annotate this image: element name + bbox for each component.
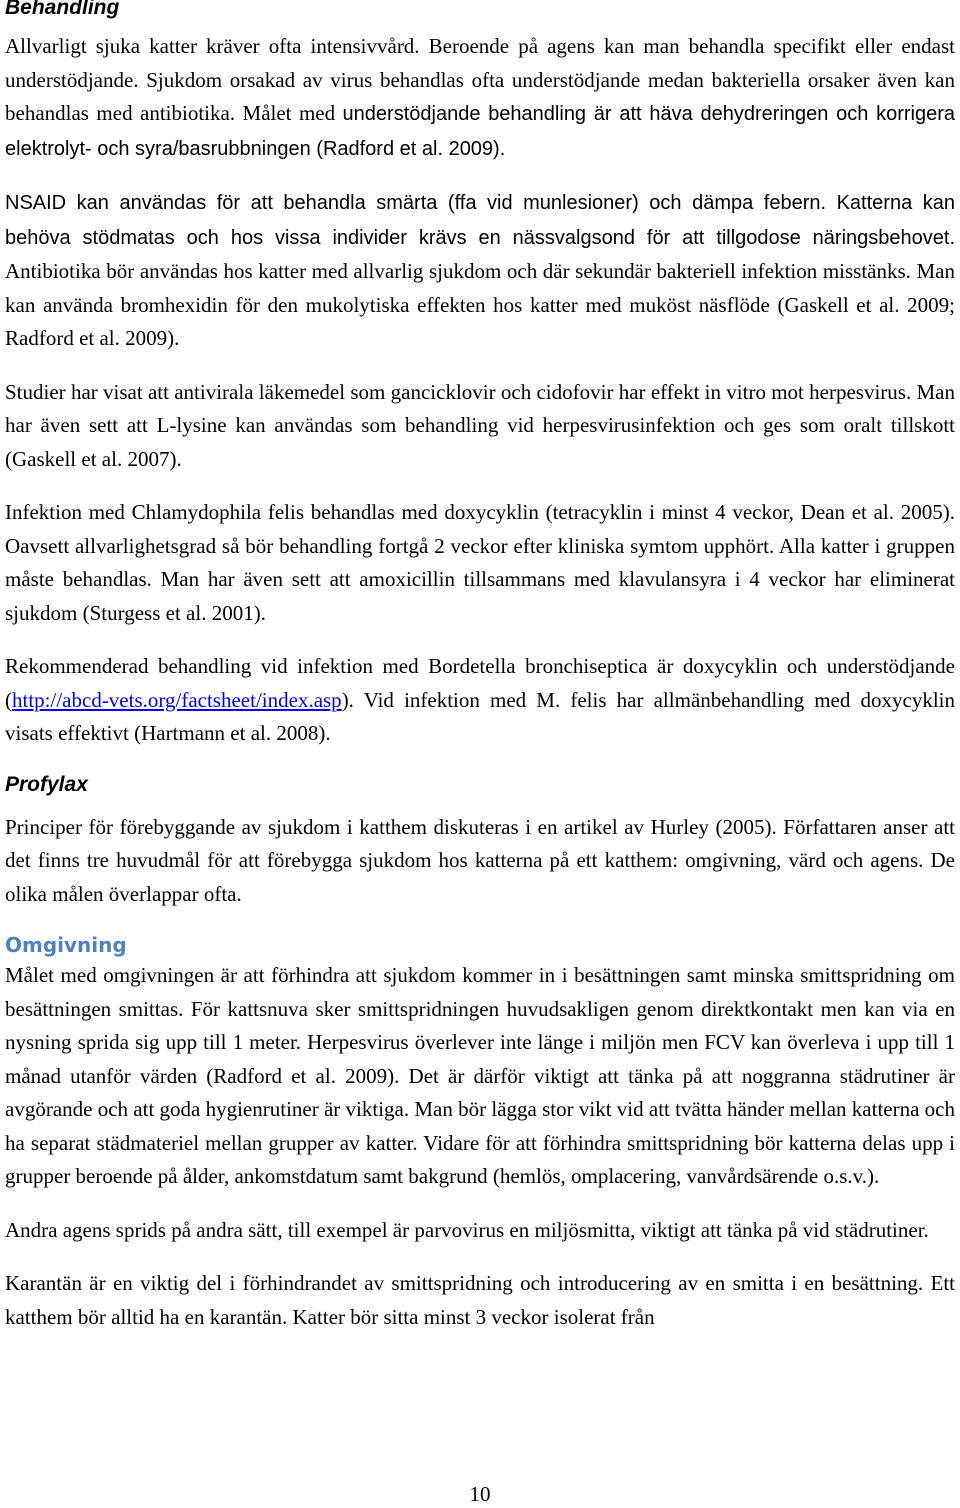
paragraph-behandling-5 [5, 650, 955, 751]
paragraph-text: Rekommenderad behandling vid infektion med Bordetella bronchiseptica är doxycyklin och understödjande ( [5, 654, 955, 712]
paragraph-profylax-1: Principer för förebyggande av sjukdom i katthem diskuteras i en artikel av Hurley (2005). Författaren anser att det finns tre huvudmål för att förebygga sjukdom hos katterna på ett katthem: omgivning, värd och agens. De olika målen överlappar ofta. [5, 814, 955, 906]
paragraph-omgivning-2: Andra agens sprids på andra sätt, till exempel är parvovirus en miljösmitta, viktigt att tänka på vid städrutiner. [5, 1217, 929, 1242]
paragraph-behandling-2 [5, 186, 955, 356]
paragraph-omgivning-3: Karantän är en viktig del i förhindrandet av smittspridning och introducering av en smitta i en besättning. Ett katthem bör alltid ha en karantän. Katter bör sitta minst 3 veckor isolerat från [5, 1271, 955, 1329]
document-page [5, 0, 955, 1334]
paragraph-behandling-1 [5, 30, 955, 166]
paragraph-omgivning-1: Målet med omgivningen är att förhindra att sjukdom kommer in i besättningen samt minska smittspridning om besättningen smittas. För kattsnuva sker smittspridningen huvudsakligen genom direktkontakt men kan via en nysning sprida sig upp till 1 meter. Herpesvirus överlever inte länge i miljön men FCV kan överleva i upp till 1 månad utanför värden (Radford et al. 2009). Det är därför viktigt att tänka på att noggranna städrutiner är avgörande och att goda hygienrutiner är viktiga. Man bör lägga stor vikt vid att tvätta händer mellan katterna och ha separat städmateriel mellan grupper av katter. Vidare för att förhindra smittspridning bör katterna delas upp i grupper beroende på ålder, ankomstdatum samt bakgrund (hemlös, omplacering, vanvårdsärende o.s.v.). [5, 963, 955, 1188]
paragraph-text: Antibiotika bör användas hos katter med allvarlig sjukdom och där sekundär bakteriell infektion misstänks. Man kan använda bromhexidin för den mukolytiska effekten hos katter med muköst näsflöde (Gaskell et al. 2009; Radford et al. 2009). [5, 259, 955, 350]
paragraph-text: Allvarligt sjuka katter kräver ofta intensivvård. Beroende på agens kan man behandla specifikt eller endast understödjande. Sjukdom orsakad av virus behandlas ofta understödjande medan bakteriella orsaker även kan behandlas med antibiotika. Målet med [5, 34, 955, 125]
heading-omgivning: Omgivning [5, 933, 127, 957]
paragraph-text-sans: NSAID kan användas för att behandla smärta (ffa vid munlesioner) och dämpa febern. Katterna kan behöva stödmatas och hos vissa individer krävs en nässvalgsond för att tillgodose näringsbehovet. [5, 192, 955, 249]
heading-behandling: Behandling [5, 0, 120, 19]
paragraph-text-sans: understödjande behandling är att häva dehydreringen och korrigera elektrolyt- och syra/basrubbningen (Radford et al. 2009). [5, 103, 955, 160]
paragraph-text: ). Vid infektion med M. felis har allmänbehandling med doxycyklin visats effektivt (Hartmann et al. 2008). [5, 687, 955, 745]
factsheet-link[interactable]: http://abcd-vets.org/factsheet/index.asp [12, 687, 342, 712]
heading-profylax: Profylax [5, 772, 88, 796]
page-number: 10 [469, 1482, 491, 1506]
paragraph-behandling-4: Infektion med Chlamydophila felis behandlas med doxycyklin (tetracyklin i minst 4 veckor, Dean et al. 2005). Oavsett allvarlighetsgrad så bör behandling fortgå 2 veckor efter kliniska symtom upphört. Alla katter i gruppen måste behandlas. Man har även sett att amoxicillin tillsammans med klavulansyra i 4 veckor har eliminerat sjukdom (Sturgess et al. 2001). [5, 500, 955, 625]
paragraph-behandling-3: Studier har visat att antivirala läkemedel som gancicklovir och cidofovir har effekt in vitro mot herpesvirus. Man har även sett att L-lysine kan användas som behandling vid herpesvirusinfektion och ges som oralt tillskott (Gaskell et al. 2007). [5, 379, 955, 471]
